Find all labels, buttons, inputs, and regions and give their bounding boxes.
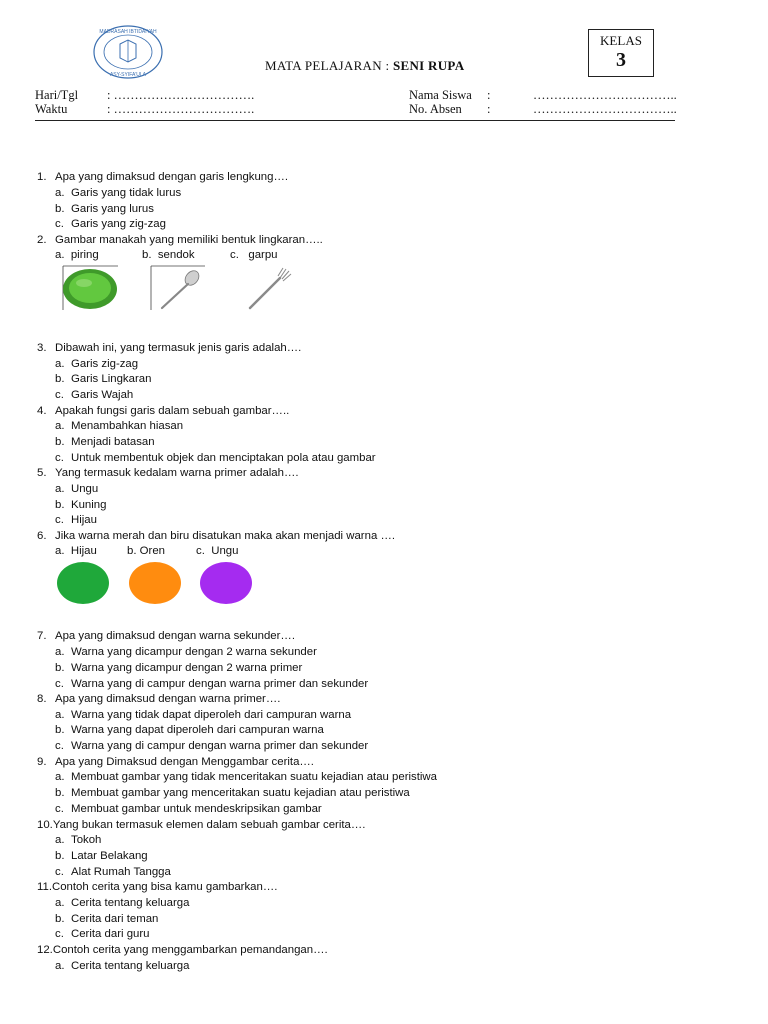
subject-title: MATA PELAJARAN : SENI RUPA — [265, 58, 465, 73]
option-11b: b. Cerita dari teman — [55, 913, 159, 925]
option-2a: a. piring — [55, 249, 99, 261]
field-absen-colon: : — [487, 102, 491, 116]
school-logo — [92, 24, 164, 80]
option-10c: c. Alat Rumah Tangga — [55, 866, 171, 878]
green-swatch — [57, 562, 109, 604]
option-9a: a. Membuat gambar yang tidak menceritakan suatu kejadian atau peristiwa — [55, 771, 437, 783]
question-10: 10.Yang bukan termasuk elemen dalam sebuah gambar cerita…. — [37, 819, 366, 831]
class-box — [588, 29, 654, 77]
field-time-value: : ……………………………. — [107, 102, 255, 116]
option-2c: c. garpu — [230, 249, 278, 261]
question-9: 9. Apa yang Dimaksud dengan Menggambar cerita…. — [37, 756, 314, 768]
option-12a: a. Cerita tentang keluarga — [55, 960, 190, 972]
option-11c: c. Cerita dari guru — [55, 928, 150, 940]
field-date-label: Hari/Tgl — [35, 88, 79, 102]
option-4a: a. Menambahkan hiasan — [55, 420, 184, 432]
option-8a: a. Warna yang tidak dapat diperoleh dari campuran warna — [55, 709, 352, 721]
option-5b: b. Kuning — [55, 499, 107, 511]
option-2b: b. sendok — [142, 249, 195, 261]
class-number: 3 — [616, 49, 626, 71]
question-3: 3. Dibawah ini, yang termasuk jenis garis adalah…. — [37, 342, 302, 354]
option-9c: c. Membuat gambar untuk mendeskripsikan gambar — [55, 803, 322, 815]
question-7: 7. Apa yang dimaksud dengan warna sekunder…. — [37, 630, 295, 642]
question-1: 1. Apa yang dimaksud dengan garis lengkung…. — [37, 171, 289, 183]
option-6b: b. Oren — [127, 545, 165, 557]
field-name-colon: : — [487, 88, 491, 102]
option-7a: a. Warna yang dicampur dengan 2 warna sekunder — [55, 646, 317, 658]
plate-icon — [60, 264, 120, 312]
option-10a: a. Tokoh — [55, 834, 102, 846]
question-5: 5. Yang termasuk kedalam warna primer adalah…. — [37, 467, 299, 479]
orange-swatch — [129, 562, 181, 604]
field-date-value: : ……………………………. — [107, 88, 255, 102]
option-1a: a. Garis yang tidak lurus — [55, 187, 182, 199]
question-12: 12.Contoh cerita yang menggambarkan pemandangan…. — [37, 944, 328, 956]
option-1c: c. Garis yang zig-zag — [55, 218, 166, 230]
option-8b: b. Warna yang dapat diperoleh dari campuran warna — [55, 724, 324, 736]
option-6c: c. Ungu — [196, 545, 239, 557]
question-8: 8. Apa yang dimaksud dengan warna primer…. — [37, 693, 281, 705]
option-7c: c. Warna yang di campur dengan warna primer dan sekunder — [55, 678, 369, 690]
field-time-label: Waktu — [35, 102, 68, 116]
field-absen-label: No. Absen — [409, 102, 462, 116]
option-4b: b. Menjadi batasan — [55, 436, 155, 448]
field-absen-dots: …………………………….. — [533, 102, 677, 116]
option-4c: c. Untuk membentuk objek dan menciptakan pola atau gambar — [55, 452, 376, 464]
class-label: KELAS — [600, 33, 642, 48]
option-3c: c. Garis Wajah — [55, 389, 134, 401]
field-name-label: Nama Siswa — [409, 88, 472, 102]
option-5a: a. Ungu — [55, 483, 99, 495]
svg-text:ASY-SYIFA'ULA: ASY-SYIFA'ULA — [109, 72, 147, 78]
option-9b: b. Membuat gambar yang menceritakan suatu kejadian atau peristiwa — [55, 787, 410, 799]
field-name-dots: …………………………….. — [533, 88, 677, 102]
question-4: 4. Apakah fungsi garis dalam sebuah gambar….. — [37, 405, 290, 417]
option-7b: b. Warna yang dicampur dengan 2 warna primer — [55, 662, 303, 674]
fork-icon — [240, 266, 294, 312]
svg-text:MADRASAH IBTIDAIYAH: MADRASAH IBTIDAIYAH — [99, 29, 157, 35]
option-6a: a. Hijau — [55, 545, 97, 557]
option-11a: a. Cerita tentang keluarga — [55, 897, 190, 909]
question-11: 11.Contoh cerita yang bisa kamu gambarkan…. — [37, 881, 278, 893]
option-8c: c. Warna yang di campur dengan warna primer dan sekunder — [55, 740, 369, 752]
question-2: 2. Gambar manakah yang memiliki bentuk lingkaran….. — [37, 234, 323, 246]
purple-swatch — [200, 562, 252, 604]
header-divider — [35, 120, 675, 121]
option-5c: c. Hijau — [55, 514, 97, 526]
option-3b: b. Garis Lingkaran — [55, 373, 152, 385]
option-3a: a. Garis zig-zag — [55, 358, 139, 370]
spoon-icon — [148, 264, 206, 312]
option-1b: b. Garis yang lurus — [55, 203, 154, 215]
option-10b: b. Latar Belakang — [55, 850, 148, 862]
question-6: 6. Jika warna merah dan biru disatukan maka akan menjadi warna …. — [37, 530, 395, 542]
